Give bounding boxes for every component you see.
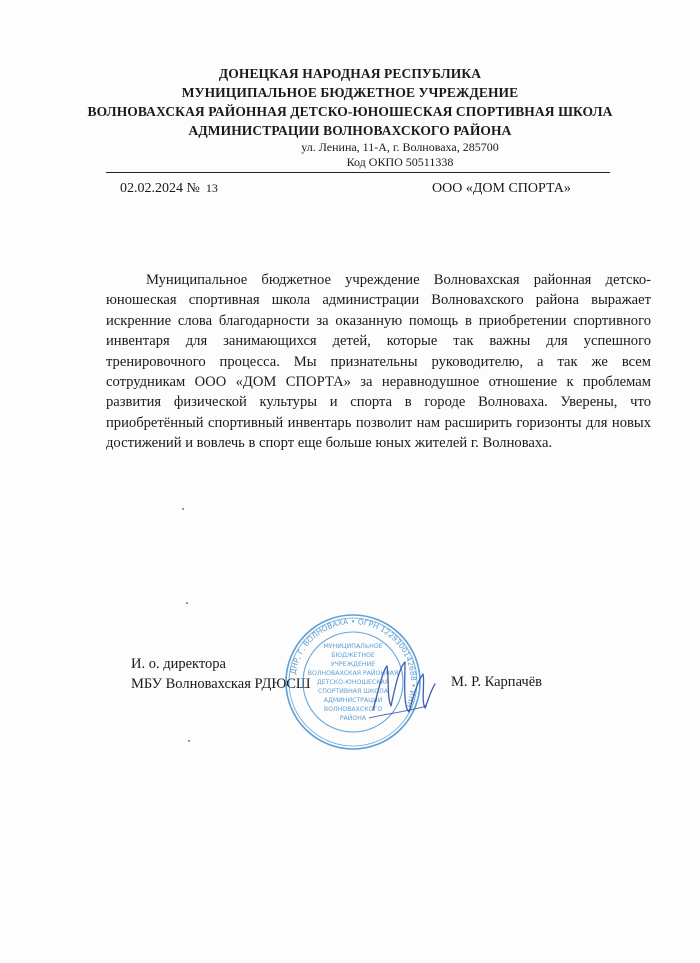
- letterhead-administration: АДМИНИСТРАЦИИ ВОЛНОВАХСКОГО РАЙОНА: [188, 123, 512, 138]
- letterhead-divider: [106, 172, 610, 173]
- scan-speck: [186, 602, 188, 604]
- scan-speck: [182, 508, 184, 510]
- stamp-line: ДЕТСКО-ЮНОШЕСКАЯ: [316, 679, 390, 686]
- signatory-name: М. Р. Карпачёв: [451, 674, 543, 690]
- letter-body: Муниципальное бюджетное учреждение Волновахская районная детско-юношеская спортивная школа администрации Волновахского района выражает искренние слова благодарности за оказанную помощь в приобретении спортивного инвентаря для занимающихся детей, которые так важны для успешного тренировочного процесса. Мы признательны руководителю, а так же всем сотрудникам ООО «ДОМ СПОРТА» за неравнодушное отношение к проблемам развития физической культуры и спорта в городе Волноваха. Уверены, что приобретённый спортивный инвентарь позволит нам расширить горизонты для новых достижений и вовлечь в спорт еще больше юных жителей г. Волноваха.: [106, 272, 651, 452]
- letter-date-number: [120, 181, 218, 197]
- stamp-line: МУНИЦИПАЛЬНОЕ: [323, 643, 383, 650]
- stamp-line: БЮДЖЕТНОЕ: [331, 652, 375, 659]
- stamp-line: УЧРЕЖДЕНИЕ: [330, 661, 376, 668]
- stamp-line: РАЙОНА: [339, 715, 367, 722]
- stamp-outer-text: ДНР, Г. ВОЛНОВАХА • ОГРН 1229300142688 • ИНН: [288, 616, 419, 709]
- stamp-line: АДМИНИСТРАЦИИ: [323, 697, 383, 704]
- signatory-position: И. о. директора: [131, 656, 226, 672]
- letter-recipient: ООО «ДОМ СПОРТА»: [432, 181, 571, 196]
- letterhead-address: ул. Ленина, 11-А, г. Волноваха, 285700: [301, 140, 499, 154]
- letterhead-school-name: ВОЛНОВАХСКАЯ РАЙОННАЯ ДЕТСКО-ЮНОШЕСКАЯ СПОРТИВНАЯ ШКОЛА: [87, 104, 613, 119]
- letter-number: 13: [205, 181, 218, 195]
- signatory-organization: МБУ Волновахская РДЮСШ: [131, 676, 311, 692]
- letterhead-institution-type: МУНИЦИПАЛЬНОЕ БЮДЖЕТНОЕ УЧРЕЖДЕНИЕ: [181, 85, 519, 100]
- scan-speck: [188, 740, 190, 742]
- letterhead-okpo: Код ОКПО 50511338: [346, 155, 454, 169]
- handwritten-signature: [365, 648, 440, 738]
- stamp-line: ВОЛНОВАХСКОГО: [323, 706, 383, 713]
- letterhead: [0, 64, 700, 170]
- stamp-line: СПОРТИВНАЯ ШКОЛА: [317, 688, 389, 695]
- letter-date: 02.02.2024 №: [120, 181, 200, 196]
- stamp-line: ВОЛНОВАХСКАЯ РАЙОННАЯ: [307, 670, 399, 677]
- letterhead-republic: ДОНЕЦКАЯ НАРОДНАЯ РЕСПУБЛИКА: [218, 66, 482, 81]
